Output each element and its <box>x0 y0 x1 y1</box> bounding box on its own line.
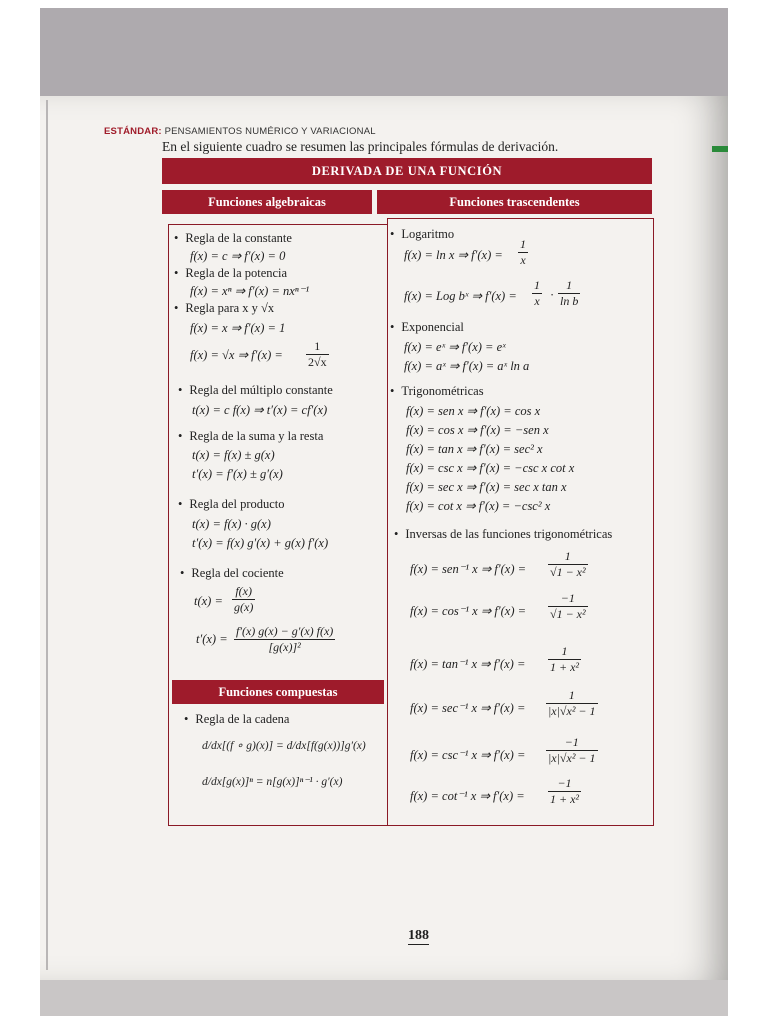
trig-formula: f(x) = cot x ⇒ f′(x) = −csc² x <box>406 499 551 513</box>
rule-product-title: • Regla del producto <box>178 497 285 512</box>
page-tab-marker <box>712 146 728 152</box>
log-dot: · <box>550 288 555 302</box>
inverse-trig-fraction: $\frac{-1}{\text{|x|√x² − 1}}$ <box>548 735 596 765</box>
rule-power-formula: f(x) = xⁿ ⇒ f′(x) = nxⁿ⁻¹ <box>190 284 310 298</box>
inverse-trig-title: • Inversas de las funciones trigonométricas <box>394 527 612 542</box>
inverse-trig-fraction: $\frac{1}{\text{√1 − x²}}$ <box>550 549 586 579</box>
inverse-trig-fraction: $\frac{1}{\text{1 + x²}}$ <box>550 644 580 674</box>
trig-title: • Trigonométricas <box>390 384 484 399</box>
log-title: • Logaritmo <box>390 227 454 242</box>
inverse-trig-formula: f(x) = sec⁻¹ x ⇒ f′(x) = <box>410 701 526 715</box>
rule-quotient-lhs: t(x) = <box>194 594 223 608</box>
right-column-header: Funciones trascendentes <box>377 190 652 214</box>
log-formula-1: f(x) = ln x ⇒ f′(x) = <box>404 248 503 262</box>
rule-multiple-formula: t(x) = c f(x) ⇒ t′(x) = cf′(x) <box>192 403 328 417</box>
exp-title: • Exponencial <box>390 320 464 335</box>
rule-constant-title: • Regla de la constante <box>174 231 292 246</box>
rule-constant-formula: f(x) = c ⇒ f′(x) = 0 <box>190 249 286 263</box>
rule-quotient-derivative-lhs: t′(x) = <box>196 632 228 646</box>
inverse-trig-fraction: $\frac{-1}{\text{√1 − x²}}$ <box>550 591 586 621</box>
standard-label: ESTÁNDAR: <box>104 126 162 137</box>
rule-sum-formula-1: t(x) = f(x) ± g(x) <box>192 448 275 462</box>
rule-sum-formula-2: t′(x) = f′(x) ± g′(x) <box>192 467 283 481</box>
rule-product-formula-2: t′(x) = f(x) g′(x) + g(x) f′(x) <box>192 536 329 550</box>
sqrt-derivative-fraction: $\frac{1}{2√x}$ <box>308 339 327 369</box>
inverse-trig-formula: f(x) = cos⁻¹ x ⇒ f′(x) = <box>410 604 527 618</box>
trig-formula: f(x) = tan x ⇒ f′(x) = sec² x <box>406 442 543 456</box>
log-fraction-1: $\frac{1}{x}$ <box>520 237 526 267</box>
intro-text: En el siguiente cuadro se resumen las principales fórmulas de derivación. <box>162 139 559 154</box>
log-fraction-2a: $\frac{1}{x}$ <box>534 278 540 308</box>
rule-sum-title: • Regla de la suma y la resta <box>178 429 323 444</box>
page-edge <box>40 980 728 1016</box>
left-column-header: Funciones algebraicas <box>162 190 372 214</box>
trig-formula: f(x) = sec x ⇒ f′(x) = sec x tan x <box>406 480 567 494</box>
rule-multiple-title: • Regla del múltiplo constante <box>178 383 333 398</box>
standard-header <box>104 126 376 137</box>
transcendental-box <box>387 218 654 826</box>
rule-sqrt-formula: f(x) = √x ⇒ f′(x) = <box>190 348 283 362</box>
compound-functions-header: Funciones compuestas <box>172 680 384 704</box>
quotient-derivative-fraction: $\frac{f'(x) g(x) - g'(x) f(x)}{\text{[g(x)]²}}$ <box>236 624 334 654</box>
rule-chain-title: • Regla de la cadena <box>184 712 289 727</box>
inverse-trig-fraction: $\frac{-1}{\text{1 + x²}}$ <box>550 776 580 806</box>
rule-chain-formula-1: d/dx[(f ∘ g)(x)] = d/dx[f(g(x))]g′(x) <box>202 740 366 752</box>
log-fraction-2b: $\frac{1}{\text{ln b}}$ <box>560 278 579 308</box>
rule-quotient-title: • Regla del cociente <box>180 566 284 581</box>
inverse-trig-formula: f(x) = cot⁻¹ x ⇒ f′(x) = <box>410 789 525 803</box>
exp-formula-2: f(x) = aˣ ⇒ f′(x) = aˣ ln a <box>404 359 530 373</box>
inverse-trig-formula: f(x) = sen⁻¹ x ⇒ f′(x) = <box>410 562 527 576</box>
rule-power-title: • Regla de la potencia <box>174 266 287 281</box>
trig-formula: f(x) = sen x ⇒ f′(x) = cos x <box>406 404 541 418</box>
inverse-trig-fraction: $\frac{1}{\text{|x|√x² − 1}}$ <box>548 688 596 718</box>
inverse-trig-formula: f(x) = tan⁻¹ x ⇒ f′(x) = <box>410 657 526 671</box>
exp-formula-1: f(x) = eˣ ⇒ f′(x) = eˣ <box>404 340 506 354</box>
quotient-fraction: $\frac{f(x)}{g(x)}$ <box>234 584 254 614</box>
standard-text: PENSAMIENTOS NUMÉRICO Y VARIACIONAL <box>164 126 376 137</box>
rule-product-formula-1: t(x) = f(x) · g(x) <box>192 517 271 531</box>
rule-x-sqrt-title: • Regla para x y √x <box>174 301 274 316</box>
page-number: 188 <box>408 928 429 943</box>
log-formula-2: f(x) = Log bˣ ⇒ f′(x) = <box>404 289 517 303</box>
trig-formula: f(x) = csc x ⇒ f′(x) = −csc x cot x <box>406 461 575 475</box>
trig-formula: f(x) = cos x ⇒ f′(x) = −sen x <box>406 423 549 437</box>
inverse-trig-formula: f(x) = csc⁻¹ x ⇒ f′(x) = <box>410 748 526 762</box>
rule-x-formula: f(x) = x ⇒ f′(x) = 1 <box>190 321 286 335</box>
table-title: DERIVADA DE UNA FUNCIÓN <box>162 158 652 184</box>
binding-edge <box>46 100 48 970</box>
rule-chain-formula-2: d/dx[g(x)]ⁿ = n[g(x)]ⁿ⁻¹ · g′(x) <box>202 776 343 788</box>
